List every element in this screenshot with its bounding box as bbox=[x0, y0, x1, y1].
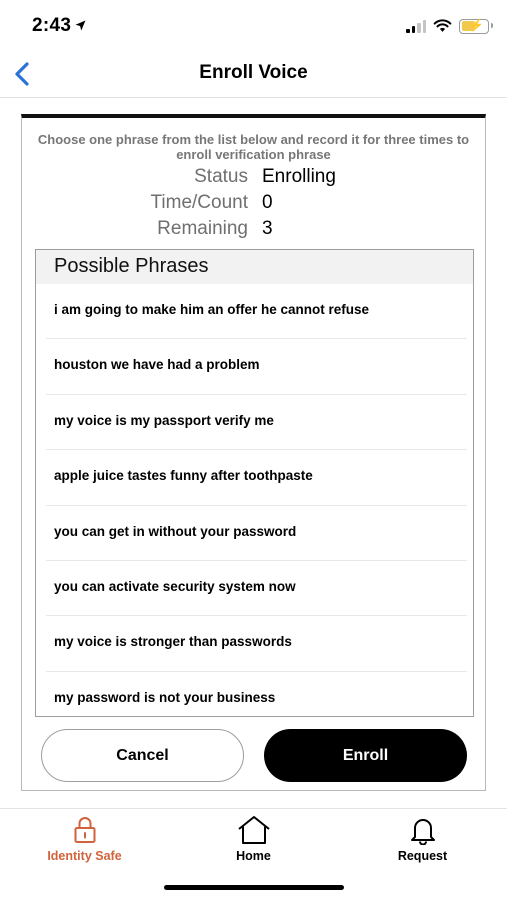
bell-icon bbox=[408, 815, 438, 845]
status-row bbox=[22, 166, 487, 192]
tab-request[interactable] bbox=[338, 815, 507, 875]
page-title: Enroll Voice bbox=[199, 62, 308, 83]
lock-icon bbox=[72, 815, 98, 845]
cellular-signal-icon bbox=[406, 19, 426, 33]
phrase-item[interactable] bbox=[36, 284, 473, 339]
instruction-text: Choose one phrase from the list below and record it for three times to enroll verification phrase bbox=[37, 132, 470, 162]
cancel-button[interactable]: Cancel bbox=[41, 729, 244, 782]
phrase-item[interactable] bbox=[36, 672, 473, 717]
phrases-header: Possible Phrases bbox=[36, 250, 473, 284]
phrase-text: you can activate security system now bbox=[54, 578, 296, 594]
phrases-list[interactable] bbox=[35, 249, 474, 717]
remaining-value: 3 bbox=[262, 218, 273, 239]
phrase-item[interactable] bbox=[36, 339, 473, 394]
phrase-text: my voice is stronger than passwords bbox=[54, 634, 292, 650]
wifi-icon bbox=[433, 19, 452, 33]
phrase-item[interactable] bbox=[36, 561, 473, 616]
tab-label: Identity Safe bbox=[47, 849, 122, 863]
status-label: Status bbox=[194, 166, 248, 187]
tab-label: Request bbox=[397, 849, 448, 863]
time-count-label: Time/Count bbox=[150, 192, 248, 213]
phrase-item[interactable] bbox=[36, 395, 473, 450]
enroll-card bbox=[21, 114, 486, 791]
navigation-bar bbox=[0, 52, 507, 98]
home-indicator bbox=[164, 885, 344, 890]
enroll-button[interactable]: Enroll bbox=[264, 729, 467, 782]
remaining-label: Remaining bbox=[157, 218, 248, 239]
system-icons bbox=[406, 17, 489, 35]
phrase-text: you can get in without your password bbox=[54, 523, 297, 539]
location-arrow-icon bbox=[75, 15, 86, 37]
phrase-item[interactable] bbox=[36, 506, 473, 561]
tab-label: Home bbox=[236, 849, 271, 863]
tab-home[interactable] bbox=[169, 815, 338, 875]
status-time bbox=[32, 15, 86, 37]
phrase-text: houston we have had a problem bbox=[54, 357, 260, 373]
remaining-row bbox=[22, 218, 487, 244]
phrase-text: my voice is my passport verify me bbox=[54, 412, 274, 428]
phrase-text: my password is not your business bbox=[54, 689, 276, 705]
time-count-value: 0 bbox=[262, 192, 273, 213]
tab-identity-safe[interactable] bbox=[0, 815, 169, 875]
phrase-text: i am going to make him an offer he cannot refuse bbox=[54, 302, 370, 317]
status-time-text: 2:43 bbox=[32, 15, 72, 36]
status-bar bbox=[0, 0, 507, 52]
time-count-row bbox=[22, 192, 487, 218]
phrase-item[interactable] bbox=[36, 616, 473, 671]
status-value: Enrolling bbox=[262, 166, 336, 187]
home-icon bbox=[237, 815, 271, 845]
battery-icon: ⚡ bbox=[459, 19, 489, 34]
phrase-item[interactable] bbox=[36, 450, 473, 505]
phrase-text: apple juice tastes funny after toothpaste bbox=[54, 468, 313, 484]
